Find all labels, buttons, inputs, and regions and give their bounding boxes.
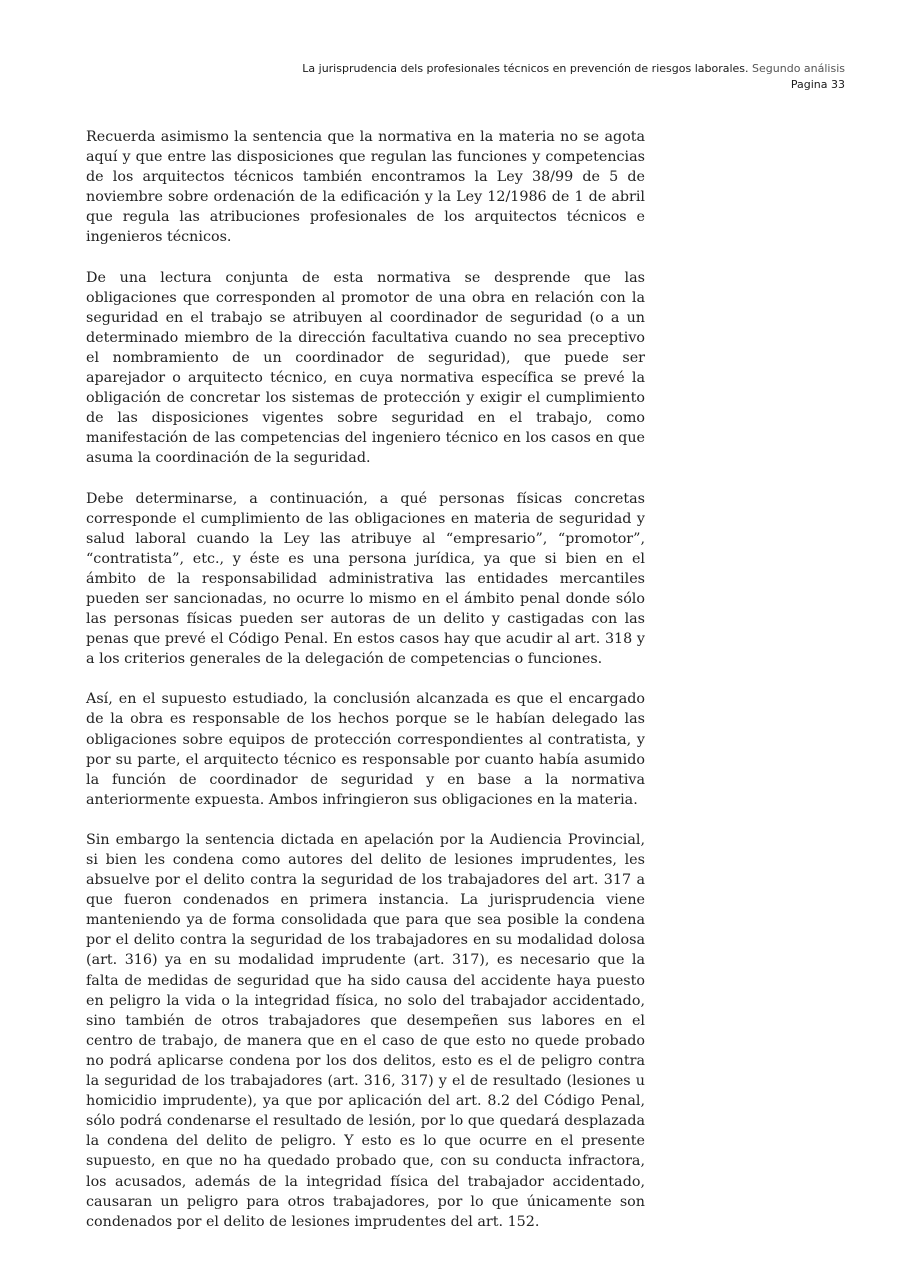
paragraph-2: De una lectura conjunta de esta normativa se desprende que las obligaciones que corresponden al promotor de una obra en relación con la seguridad en el trabajo se atribuyen al coordinador de seguridad (o a un determinado miembro de la dirección facultativa cuando no sea preceptivo el nombramiento de un coordinador de seguridad), que puede ser aparejador o arquitecto técnico, en cuya normativa específica se prevé la obligación de concretar los sistemas de protección y exigir el cumplimiento de las disposiciones vigentes sobre seguridad en el trabajo, como manifestación de las competencias del ingeniero técnico en los casos en que asuma la coordinación de la seguridad. — [86, 269, 645, 467]
paragraph-4: Así, en el supuesto estudiado, la conclusión alcanzada es que el encargado de la obra es responsable de los hechos porque se le habían delegado las obligaciones sobre equipos de protección correspondientes al contratista, y por su parte, el arquitecto técnico es responsable por cuanto había asumido la función de coordinador de seguridad y en base a la normativa anteriormente expuesta. Ambos infringieron sus obligaciones en la materia. — [86, 691, 645, 808]
header-title: La jurisprudencia dels profesionales técnicos en prevención de riesgos laborales. — [302, 62, 749, 75]
body-text — [86, 127, 645, 1252]
running-header — [302, 61, 845, 93]
header-line — [302, 61, 845, 77]
paragraph-1: Recuerda asimismo la sentencia que la normativa en la materia no se agota aquí y que entre las disposiciones que regulan las funciones y competencias de los arquitectos técnicos también encontramos la Ley 38/99 de 5 de noviembre sobre ordenación de la edificación y la Ley 12/1986 de 1 de abril que regula las atribuciones profesionales de los arquitectos técnicos e ingenieros técnicos. — [86, 129, 645, 246]
paragraph-5: Sin embargo la sentencia dictada en apelación por la Audiencia Provincial, si bien les condena como autores del delito de lesiones imprudentes, les absuelve por el delito contra la seguridad de los trabajadores del art. 317 a que fueron condenados en primera instancia. La jurisprudencia viene manteniendo ya de forma consolidada que para que sea posible la condena por el delito contra la seguridad de los trabajadores en su modalidad dolosa (art. 316) ya en su modalidad imprudente (art. 317), es necesario que la falta de medidas de seguridad que ha sido causa del accidente haya puesto en peligro la vida o la integridad física, no solo del trabajador accidentado, sino también de otros trabajadores que desempeñen sus labores en el centro de trabajo, de manera que en el caso de que esto no quede probado no podrá aplicarse condena por los dos delitos, esto es el de peligro contra la seguridad de los trabajadores (art. 316, 317) y el de resultado (lesiones u homicidio imprudente), ya que por aplicación del art. 8.2 del Código Penal, sólo podrá condenarse el resultado de lesión, por lo que quedará desplazada la condena del delito de peligro. Y esto es lo que ocurre en el presente supuesto, en que no ha quedado probado que, con su conducta infractora, los acusados, además de la integridad física del trabajador accidentado, causaran un peligro para otros trabajadores, por lo que únicamente son condenados por el delito de lesiones imprudentes del art. 152. — [86, 831, 645, 1230]
page-number: Pagina 33 — [790, 78, 845, 91]
paragraph-3: Debe determinarse, a continuación, a qué personas físicas concretas corresponde el cumplimiento de las obligaciones en materia de seguridad y salud laboral cuando la Ley las atribuye al “empresario”, “promotor”, “contratista”, etc., y éste es una persona jurídica, ya que si bien en el ámbito de la responsabilidad administrativa las entidades mercantiles pueden ser sancionadas, no ocurre lo mismo en el ámbito penal donde sólo las personas físicas pueden ser autoras de un delito y castigadas con las penas que prevé el Código Penal. En estos casos hay que acudir al art. 318 y a los criterios generales de la delegación de competencias o funciones. — [86, 490, 645, 668]
header-subtitle: Segundo análisis — [752, 62, 845, 75]
